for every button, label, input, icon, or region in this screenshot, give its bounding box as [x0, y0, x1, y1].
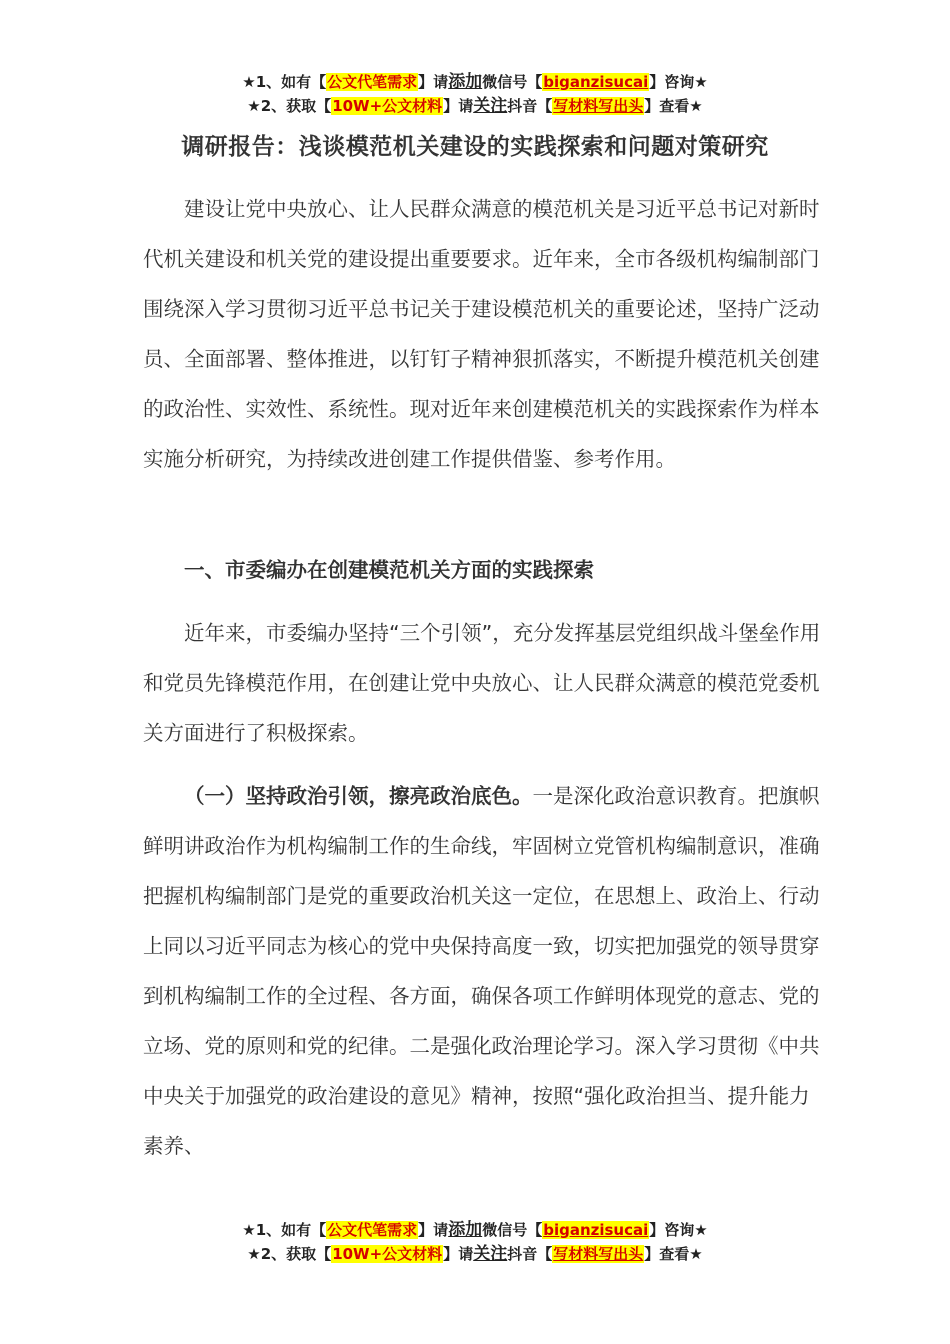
banner-line-1 [0, 1218, 950, 1242]
douyin-account-link[interactable]: 写材料写出头 [553, 97, 644, 115]
footer-banner [0, 1218, 950, 1266]
subsection-1 [143, 771, 823, 1171]
document-body [143, 184, 823, 484]
banner-text: 微信号【 [482, 73, 543, 91]
subsection-heading: （一）坚持政治引领，擦亮政治底色。 [184, 784, 533, 808]
intro-paragraph: 建设让党中央放心、让人民群众满意的模范机关是习近平总书记对新时代机关建设和机关党的建设提出重要要求。近年来，全市各级机构编制部门围绕深入学习贯彻习近平总书记关于建设模范机关的重要论述，坚持广泛动员、全面部署、整体推进，以钉钉子精神狠抓落实，不断提升模范机关创建的政治性、实效性、系统性。现对近年来创建模范机关的实践探索作为样本实施分析研究，为持续改进创建工作提供借鉴、参考作用。 [143, 197, 820, 471]
section-1-body [143, 608, 823, 758]
banner-text: 】请 [443, 97, 474, 115]
banner-text: 关注 [473, 1244, 508, 1264]
banner-text: 抖音【 [507, 97, 553, 115]
banner-line-2 [0, 1242, 950, 1266]
document-title: 调研报告：浅谈模范机关建设的实践探索和问题对策研究 [181, 134, 769, 160]
highlight-service: 公文代笔需求 [327, 73, 418, 91]
banner-line-1 [0, 70, 950, 94]
subsection-paragraph [143, 771, 823, 1171]
subsection-body: 一是深化政治意识教育。把旗帜鲜明讲政治作为机构编制工作的生命线，牢固树立党管机构编制意识，准确把握机构编制部门是党的重要政治机关这一定位，在思想上、政治上、行动上同以习近平同志为核心的党中央保持高度一致，切实把加强党的领导贯穿到机构编制工作的全过程、各方面，确保各项工作鲜明体现党的意志、党的立场、党的原则和党的纪律。二是强化政治理论学习。深入学习贯彻《中共中央关于加强党的政治建设的意见》精神，按照“强化政治担当、提升能力素养、 [143, 784, 820, 1158]
banner-text: ★2、获取【 [247, 1245, 332, 1263]
section-intro-paragraph: 近年来，市委编办坚持“三个引领”，充分发挥基层党组织战斗堡垒作用和党员先锋模范作用，在创建让党中央放心、让人民群众满意的模范党委机关方面进行了积极探索。 [143, 621, 821, 745]
banner-text: ★2、获取【 [247, 97, 332, 115]
banner-line-2 [0, 94, 950, 118]
banner-text: ★1、如有【 [242, 73, 327, 91]
douyin-account-link[interactable]: 写材料写出头 [553, 1245, 644, 1263]
highlight-materials: 10W+公文材料 [332, 97, 443, 115]
banner-text: 微信号【 [482, 1221, 543, 1239]
banner-text: 添加 [448, 72, 483, 92]
header-banner [0, 70, 950, 118]
wechat-id-link[interactable]: biganzisucai [543, 73, 649, 91]
section-1 [143, 545, 823, 595]
banner-text: 】请 [418, 1221, 449, 1239]
wechat-id-link[interactable]: biganzisucai [543, 1221, 649, 1239]
banner-text: 】咨询★ [649, 1221, 708, 1239]
banner-text: 】请 [418, 73, 449, 91]
banner-text: 抖音【 [507, 1245, 553, 1263]
banner-text: 添加 [448, 1220, 483, 1240]
banner-text: 】查看★ [644, 97, 703, 115]
highlight-materials: 10W+公文材料 [332, 1245, 443, 1263]
banner-text: 】请 [443, 1245, 474, 1263]
banner-text: ★1、如有【 [242, 1221, 327, 1239]
highlight-service: 公文代笔需求 [327, 1221, 418, 1239]
banner-text: 关注 [473, 96, 508, 116]
section-heading: 一、市委编办在创建模范机关方面的实践探索 [184, 558, 594, 582]
banner-text: 】查看★ [644, 1245, 703, 1263]
banner-text: 】咨询★ [649, 73, 708, 91]
